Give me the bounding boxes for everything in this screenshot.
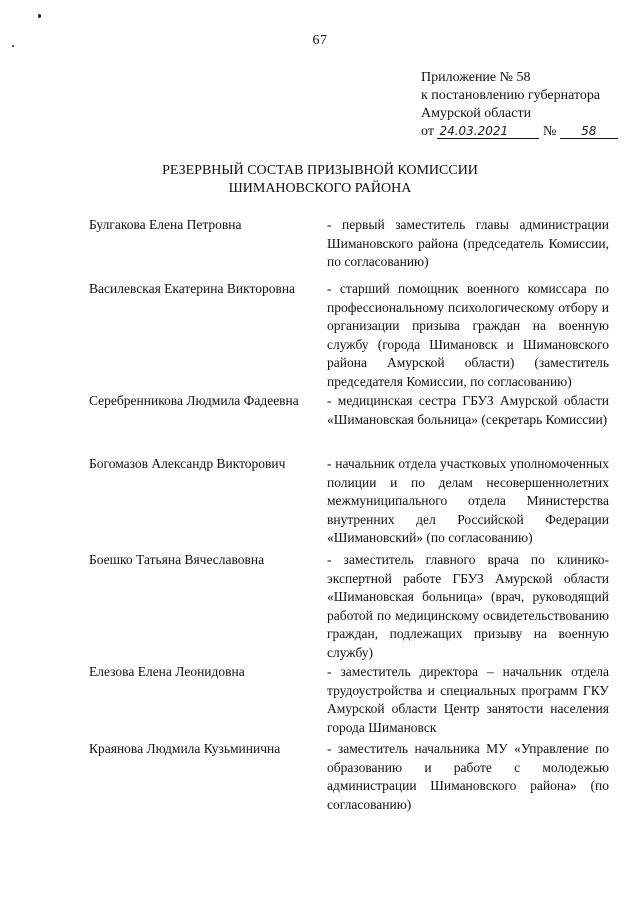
appendix-date-line [421,123,631,141]
member-name: Богомазов Александр Викторович [89,456,286,471]
number-label: № [542,124,557,139]
scan-speck [38,14,41,18]
member-name: Серебренникова Людмила Фадеевна [89,393,299,408]
from-label: от [421,124,434,139]
member-role: - медицинская сестра ГБУЗ Амурской области «Шимановская больница» (секретарь Комиссии) [327,393,609,427]
appendix-block [421,69,631,141]
member-name: Краянова Людмила Кузьминична [89,741,281,756]
member-name: Боешко Татьяна Вячеславовна [89,552,265,567]
member-role: - старший помощник военного комиссара по профессиональному психологическому отбору и организации призыва граждан на военную службу (города Шимановск и Шимановского района Амурской области) (заместитель председателя Комиссии, по согласованию) [327,281,609,389]
member-role: - заместитель директора – начальник отдела трудоустройства и специальных программ ГКУ Амурской области Центр занятости населения города Шимановск [327,664,609,735]
title-line-2: ШИМАНОВСКОГО РАЙОНА [228,181,412,196]
member-name: Булгакова Елена Петровна [89,217,242,232]
page-number: 67 [312,33,328,48]
handwritten-date: 24.03.2021 [437,124,539,139]
document-title [0,162,640,198]
member-name: Елезова Елена Леонидовна [89,664,245,679]
handwritten-number: 58 [560,124,618,139]
appendix-decree: к постановлению губернатора [421,88,601,103]
appendix-number: Приложение № 58 [421,70,531,85]
appendix-region: Амурской области [421,106,532,121]
member-name: Василевская Екатерина Викторовна [89,281,296,296]
member-role: - начальник отдела участковых уполномоченных полиции и по делам несовершеннолетних межмуниципального отдела Министерства внутренних дел Российской Федерации «Шимановский» (по согласованию) [327,456,609,546]
member-role: - заместитель начальника МУ «Управление по образованию и работе с молодежью администрации Шимановского района» (по согласованию) [327,741,609,812]
member-role: - первый заместитель главы администрации Шимановского района (председатель Комиссии, по согласованию) [327,217,609,270]
member-role: - заместитель главного врача по клинико-экспертной работе ГБУЗ Амурской области «Шимановская больница» (врач, руководящий работой по медицинскому освидетельствованию граждан, подлежащих призыву на военную службу) [327,552,609,660]
title-line-1: РЕЗЕРВНЫЙ СОСТАВ ПРИЗЫВНОЙ КОМИССИИ [162,163,478,178]
